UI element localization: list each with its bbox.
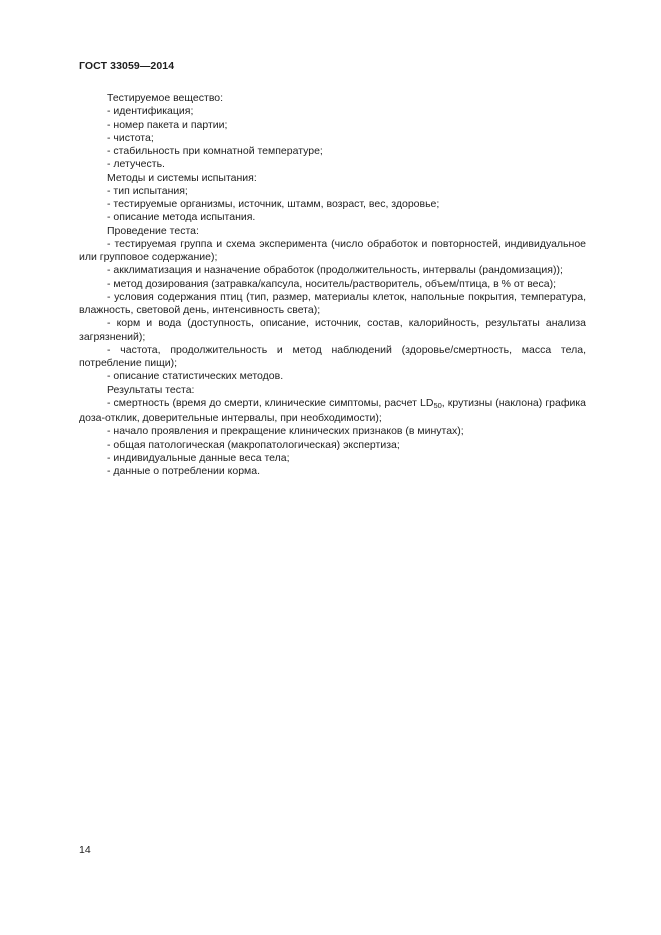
list-item: - метод дозирования (затравка/капсула, носитель/растворитель, объем/птица, в % от веса); bbox=[107, 277, 557, 290]
list-item: - чистота; bbox=[107, 131, 154, 144]
page-number: 14 bbox=[79, 844, 91, 856]
list-item-mortality bbox=[79, 397, 586, 426]
list-item: - корм и вода (доступность, описание, источник, состав, калорийность, результаты анализа загрязнений); bbox=[79, 317, 586, 343]
list-item: - условия содержания птиц (тип, размер, материалы клеток, напольные покрытия, температура, влажность, световой день, интенсивность света); bbox=[79, 290, 586, 316]
list-item: - идентификация; bbox=[107, 105, 194, 118]
list-item: - индивидуальные данные веса тела; bbox=[107, 451, 290, 464]
list-item: - данные о потреблении корма. bbox=[107, 465, 261, 477]
list-item: - стабильность при комнатной температуре; bbox=[107, 145, 323, 157]
list-item: - тестируемые организмы, источник, штамм, возраст, вес, здоровье; bbox=[107, 198, 440, 210]
list-item: - летучесть. bbox=[107, 158, 165, 171]
document-body bbox=[79, 92, 586, 478]
list-item: - общая патологическая (макропатологическая) экспертиза; bbox=[107, 438, 400, 451]
mortality-text-start: - смертность (время до смерти, клинические симптомы, расчет LD bbox=[107, 396, 434, 409]
ld-subscript: 50 bbox=[433, 400, 442, 410]
section-heading-test-substance: Тестируемое вещество: bbox=[107, 92, 224, 104]
document-header: ГОСТ 33059—2014 bbox=[79, 60, 175, 72]
section-heading-results: Результаты теста: bbox=[107, 383, 195, 396]
section-heading-methods: Методы и системы испытания: bbox=[107, 171, 257, 184]
list-item: - акклиматизация и назначение обработок (продолжительность, интервалы (рандомизация)); bbox=[107, 264, 563, 277]
list-item: - тестируемая группа и схема эксперимента (число обработок и повторностей, индивидуальное или групповое содержание); bbox=[79, 237, 586, 263]
list-item: - номер пакета и партии; bbox=[107, 118, 228, 131]
list-item: - начало проявления и прекращение клинических признаков (в минутах); bbox=[107, 425, 464, 438]
list-item: - тип испытания; bbox=[107, 184, 188, 197]
list-item: - описание метода испытания. bbox=[107, 211, 256, 224]
list-item: - частота, продолжительность и метод наблюдений (здоровье/смертность, масса тела, потребление пищи); bbox=[79, 343, 586, 369]
mortality-text-end: , крутизны (наклона) графика доза-отклик, доверительные интервалы, при необходимости); bbox=[79, 396, 587, 424]
section-heading-conduct: Проведение теста: bbox=[107, 224, 199, 237]
list-item: - описание статистических методов. bbox=[107, 370, 284, 383]
